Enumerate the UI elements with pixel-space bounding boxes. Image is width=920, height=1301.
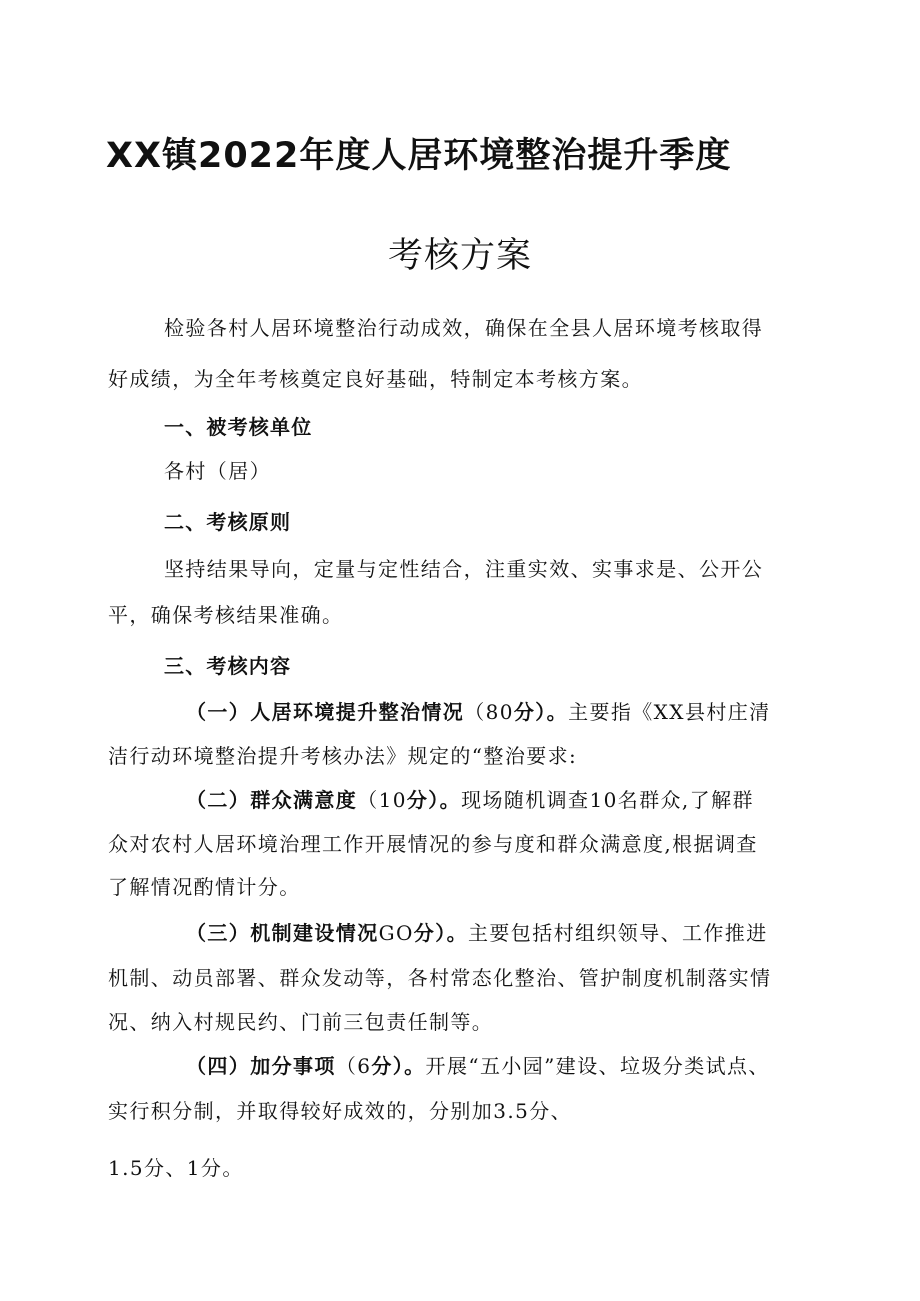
section3-heading: 三、考核内容 bbox=[164, 654, 292, 678]
item2-line1 bbox=[186, 785, 898, 815]
item4-text: 开展“五小园”建设、垃圾分类试点、 bbox=[425, 1054, 770, 1078]
section2-line1: 坚持结果导向，定量与定性结合，注重实效、实事求是、公开公 bbox=[164, 557, 764, 581]
item4-line3: 1.5分、1分。 bbox=[108, 1156, 244, 1180]
item4-line1 bbox=[186, 1051, 898, 1081]
item2-title: （二）群众满意度 bbox=[186, 788, 358, 812]
item4-title: （四）加分事项 bbox=[186, 1054, 336, 1078]
section1-body: 各村（居） bbox=[164, 459, 271, 483]
document-title-line1: XX镇2022年度人居环境整治提升季度 bbox=[106, 136, 732, 176]
item4-score: （6 bbox=[335, 1054, 372, 1078]
item2-line2: 众对农村人居环境治理工作开展情况的参与度和群众满意度,根据调查 bbox=[108, 832, 758, 856]
item1-line2: 洁行动环境整治提升考核办法》规定的“整治要求: bbox=[108, 744, 578, 768]
document-title-line2: 考核方案 bbox=[387, 236, 532, 276]
intro-line1: 检验各村人居环境整治行动成效，确保在全县人居环境考核取得 bbox=[164, 316, 764, 340]
item1-text: 主要指《XX县村庄清 bbox=[568, 700, 771, 724]
section2-heading: 二、考核原则 bbox=[164, 510, 292, 534]
item1-score: （80 bbox=[464, 700, 514, 724]
item3-title: （三）机制建设情况 bbox=[186, 921, 379, 945]
item2-line3: 了解情况酌情计分。 bbox=[108, 875, 301, 899]
item3-text: 主要包括村组织领导、工作推进 bbox=[468, 921, 768, 945]
item3-line2: 机制、动员部署、群众发动等，各村常态化整治、管护制度机制落实情 bbox=[108, 966, 772, 990]
item1-line1 bbox=[186, 697, 898, 727]
item4-score-unit: 分）。 bbox=[371, 1054, 426, 1078]
item4-line2: 实行积分制，并取得较好成效的，分别加3.5分、 bbox=[108, 1099, 573, 1123]
item1-title: （一）人居环境提升整治情况 bbox=[186, 700, 465, 724]
item2-score: （10 bbox=[357, 788, 407, 812]
section1-heading: 一、被考核单位 bbox=[164, 415, 313, 439]
item1-score-unit: 分）。 bbox=[513, 700, 569, 724]
section2-line2: 平，确保考核结果准确。 bbox=[108, 603, 344, 627]
item3-line3: 况、纳入村规民约、门前三包责任制等。 bbox=[108, 1010, 494, 1034]
item3-score: GO bbox=[378, 921, 414, 945]
intro-line2: 好成绩，为全年考核奠定良好基础，特制定本考核方案。 bbox=[108, 367, 643, 391]
item3-score-unit: 分）。 bbox=[413, 921, 468, 945]
item3-line1 bbox=[186, 918, 898, 948]
item2-text: 现场随机调查10名群众,了解群 bbox=[461, 788, 754, 812]
item2-score-unit: 分）。 bbox=[406, 788, 462, 812]
